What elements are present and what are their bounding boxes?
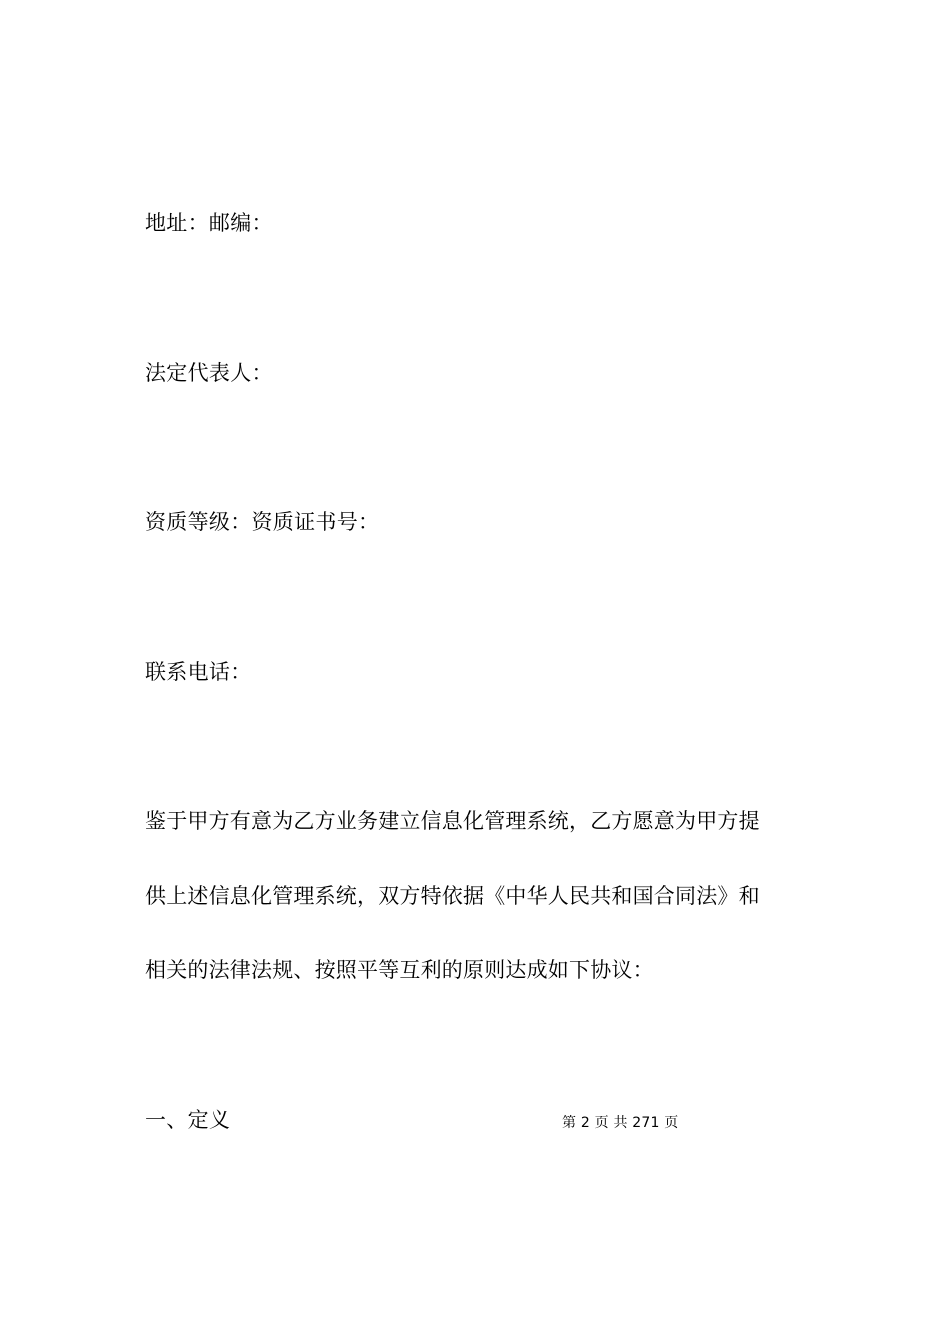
section-heading-definitions: 一、定义 — [145, 1108, 231, 1132]
preamble-line-2: 供上述信息化管理系统，双方特依据《中华人民共和国合同法》和 — [145, 884, 760, 908]
preamble-line-3: 相关的法律法规、按照平等互利的原则达成如下协议： — [145, 958, 654, 982]
contact-phone-label: 联系电话： — [145, 660, 252, 684]
qualification-label: 资质等级：资质证书号： — [145, 510, 380, 534]
address-field-label: 地址：邮编： — [145, 211, 273, 235]
page-number-footer: 第 2 页 共 271 页 — [562, 1115, 679, 1131]
legal-representative-label: 法定代表人： — [145, 361, 273, 385]
preamble-line-1: 鉴于甲方有意为乙方业务建立信息化管理系统，乙方愿意为甲方提 — [145, 809, 760, 833]
